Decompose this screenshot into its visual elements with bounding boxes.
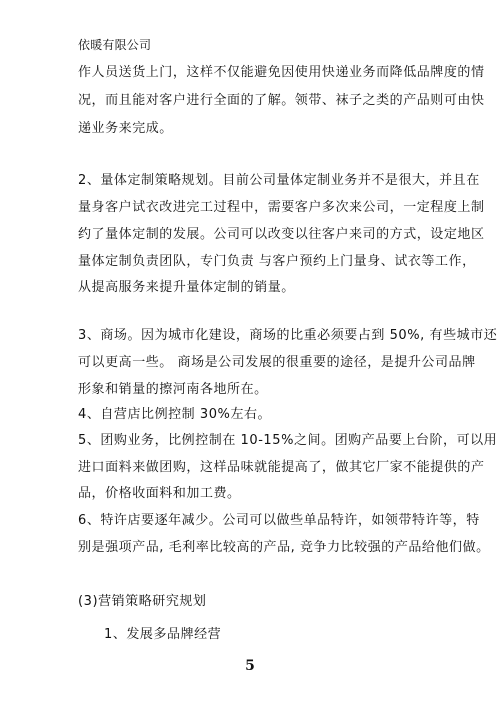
paragraph-2-line-4: 量体定制负责团队，专门负责 与客户预约上门量身、试衣等工作， — [78, 254, 476, 269]
paragraph-1-line-2: 况，而且能对客户进行全面的了解。领带、袜子之类的产品则可由快 — [78, 93, 485, 108]
paragraph-5-line-2: 进口面料来做团购，这样品味就能提高了，做其它厂家不能提供的产 — [78, 460, 485, 475]
paragraph-6-line-1: 6、特许店要逐年减少。公司可以做些单品特许，如领带特许等，特 — [78, 513, 480, 528]
paragraph-2-line-3: 约了量体定制的发展。公司可以改变以往客户来司的方式，设定地区 — [78, 227, 485, 242]
company-header: 依暖有限公司 — [78, 38, 152, 52]
paragraph-5-line-1: 5、团购业务，比例控制在 10-15%之间。团购产品要上台阶，可以用 — [78, 433, 498, 448]
paragraph-2-line-1: 2、量体定制策略规划。目前公司量体定制业务并不是很大，并且在 — [78, 173, 480, 188]
section-heading: (3)营销策略研究规划 — [78, 594, 207, 609]
paragraph-1-line-1: 作人员送货上门，这样不仅能避免因使用快递业务而降低品牌度的情 — [78, 65, 485, 80]
paragraph-1-line-3: 递业务来完成。 — [78, 121, 173, 136]
paragraph-3-line-1: 3、商场。因为城市化建设，商场的比重必须要占到 50%, 有些城市还 — [78, 328, 498, 343]
paragraph-4-line-1: 4、自营店比例控制 30%左右。 — [78, 407, 272, 422]
paragraph-3-line-3: 形象和销量的擦河南各地所在。 — [78, 382, 268, 397]
paragraph-3-line-2: 可以更高一些。 商场是公司发展的很重要的途径，是提升公司品牌 — [78, 355, 476, 370]
sub-heading: 1、发展多品牌经营 — [104, 627, 222, 642]
paragraph-5-line-3: 品，价格收面料和加工费。 — [78, 486, 241, 501]
paragraph-2-line-5: 从提高服务来提升量体定制的销量。 — [78, 280, 295, 295]
page-number: 5 — [245, 658, 255, 674]
paragraph-6-line-2: 别是强项产品, 毛利率比较高的产品, 竞争力比较强的产品给他们做。 — [78, 540, 490, 555]
paragraph-2-line-2: 量身客户试衣改进完工过程中，需要客户多次来公司，一定程度上制 — [78, 200, 485, 215]
